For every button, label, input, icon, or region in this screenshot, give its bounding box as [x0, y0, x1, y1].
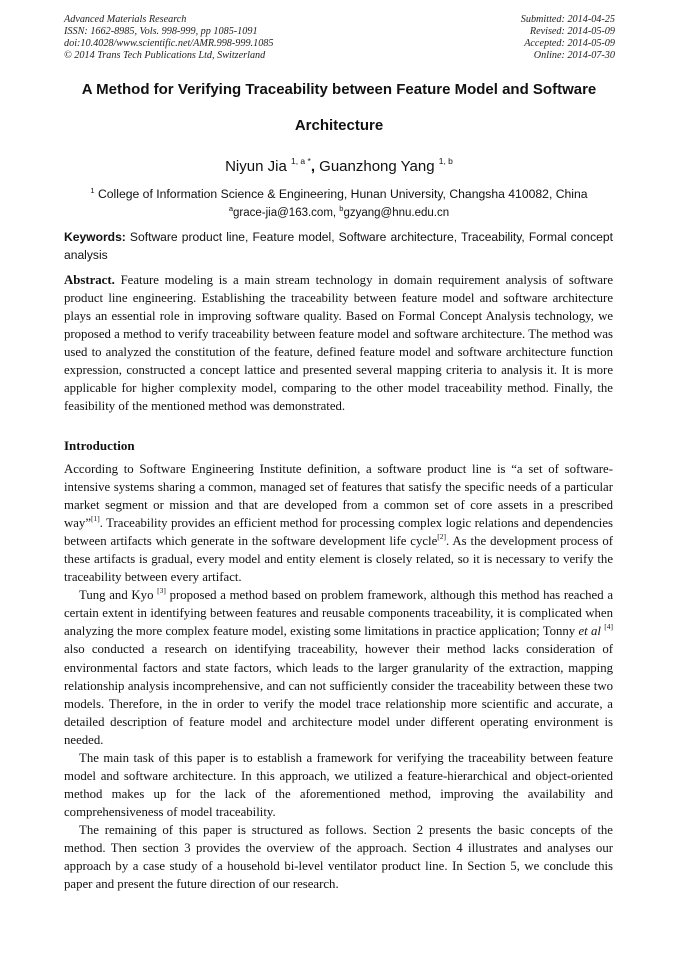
author-emails	[40, 204, 638, 219]
author-separator: ,	[310, 158, 315, 175]
abstract	[64, 271, 613, 415]
section-heading-introduction: Introduction	[64, 438, 135, 453]
email-a-link[interactable]: grace-jia@163.com,	[233, 207, 340, 219]
date-online: Online: 2014-07-30	[533, 50, 615, 61]
citation-1[interactable]: [1]	[91, 514, 100, 524]
intro-p1-text-c: . As the development process of these artifacts is gradual, every model and entity element is closely related, so it is necessary to verify the traceability between every artifact.	[64, 534, 614, 585]
keywords	[64, 228, 613, 264]
keywords-text: Software product line, Feature model, Software architecture, Traceability, Formal concept analysis	[64, 230, 613, 262]
email-a-marker: a	[228, 204, 234, 213]
introduction-body	[64, 460, 613, 893]
paper-title-line-1: A Method for Verifying Traceability between Feature Model and Software	[81, 81, 597, 98]
intro-p2-text-c: also conducted a research on identifying traceability, however their method lacks consideration of environmental factors and state factors, which leads to the larger granularity of the extraction, mapping relationship analysis incomprehensive, and can not sufficiently consider the traceability between these two models. Therefore, in the in order to verify the model trace relationship more scientific and accurate, a detailed description of feature model and architecture model under different operating environment is needed.	[64, 642, 613, 747]
author-2-affil-marker: 1, b	[438, 156, 453, 166]
date-revised: Revised: 2014-05-09	[529, 26, 615, 37]
intro-paragraph-4: The remaining of this paper is structured as follows. Section 2 presents the basic concepts of the method. Then section 3 provides the overview of the approach. Section 4 illustrates and analyses our approach by a case study of a household bi-level ventilator product line. In Section 5, we conclude this paper and present the future direction of our research.	[64, 822, 613, 892]
citation-3[interactable]: [3]	[157, 586, 166, 596]
intro-p2-text-a: Tung and Kyo	[79, 588, 154, 603]
intro-paragraph-1	[64, 460, 613, 586]
author-list	[40, 156, 638, 175]
intro-p1-text-a: According to Software Engineering Institute definition, a software product line is “a set of software-intensive systems sharing a common, managed set of features that satisfy the specific needs of a particular market segment or mission and that are developed from a common set of core assets in a prescribed way”	[64, 462, 613, 531]
paper-title-line-2: Architecture	[294, 117, 384, 134]
affiliation-text: College of Information Science & Engineering, Hunan University, Changsha 410082, China	[97, 187, 588, 201]
journal-info	[64, 14, 273, 62]
author-1-affil-marker: 1, a *	[290, 156, 311, 166]
intro-paragraph-2	[64, 586, 613, 748]
abstract-label: Abstract.	[64, 273, 115, 287]
publication-dates	[521, 14, 615, 62]
intro-paragraph-3: The main task of this paper is to establish a framework for verifying the traceability between feature model and software architecture. In this approach, we utilized a feature-hierarchical and object-oriented method makes up for the lack of the aforementioned method, improving the availability and comprehensiveness of model traceability.	[64, 750, 613, 819]
author-2-name: Guanzhong Yang	[315, 158, 435, 175]
journal-copyright: © 2014 Trans Tech Publications Ltd, Switzerland	[64, 50, 266, 61]
abstract-text: Feature modeling is a main stream technology in domain requirement analysis of software product line engineering. Establishing the traceability between feature model and software architecture plays an essential role in improving software quality. Based on Formal Concept Analysis technology, we proposed a method to verify traceability between feature model and software architecture. The method was used to analyzed the constitution of the feature, defined feature model and software architecture function expression, constructed a concept lattice and presented several mapping criteria to analysis it. It is more applicable for higher complexity model, comparing to the other model traceability method. Finally, the feasibility of the mentioned method was demonstrated.	[64, 273, 613, 414]
citation-4[interactable]: [4]	[604, 622, 613, 632]
intro-p1-text-b: . Traceability provides an efficient method for processing complex logic relations and dependencies between artifacts which generate in the software development life cycle	[64, 516, 613, 549]
author-1-name: Niyun Jia	[225, 158, 287, 175]
journal-issn: ISSN: 1662-8985, Vols. 998-999, pp 1085-1091	[64, 26, 258, 37]
intro-p2-etal: et al	[578, 624, 601, 639]
email-b-marker: b	[339, 204, 344, 213]
email-b-link[interactable]: gzyang@hnu.edu.cn	[343, 207, 450, 219]
affiliation-marker: 1	[90, 186, 95, 195]
citation-2[interactable]: [2]	[437, 532, 447, 542]
keywords-label: Keywords:	[64, 230, 126, 244]
date-submitted: Submitted: 2014-04-25	[520, 14, 615, 25]
journal-name: Advanced Materials Research	[64, 14, 187, 25]
intro-p2-text-b: proposed a method based on problem framework, although this method has reached a certain extent in identifying between features and reusable components traceability, it is complicated when analyzing the more complex feature model, existing some limitations in practice application; Tonny	[64, 588, 614, 639]
date-accepted: Accepted: 2014-05-09	[524, 38, 615, 49]
journal-doi: doi:10.4028/www.scientific.net/AMR.998-999.1085	[64, 38, 274, 49]
affiliation	[40, 186, 638, 201]
